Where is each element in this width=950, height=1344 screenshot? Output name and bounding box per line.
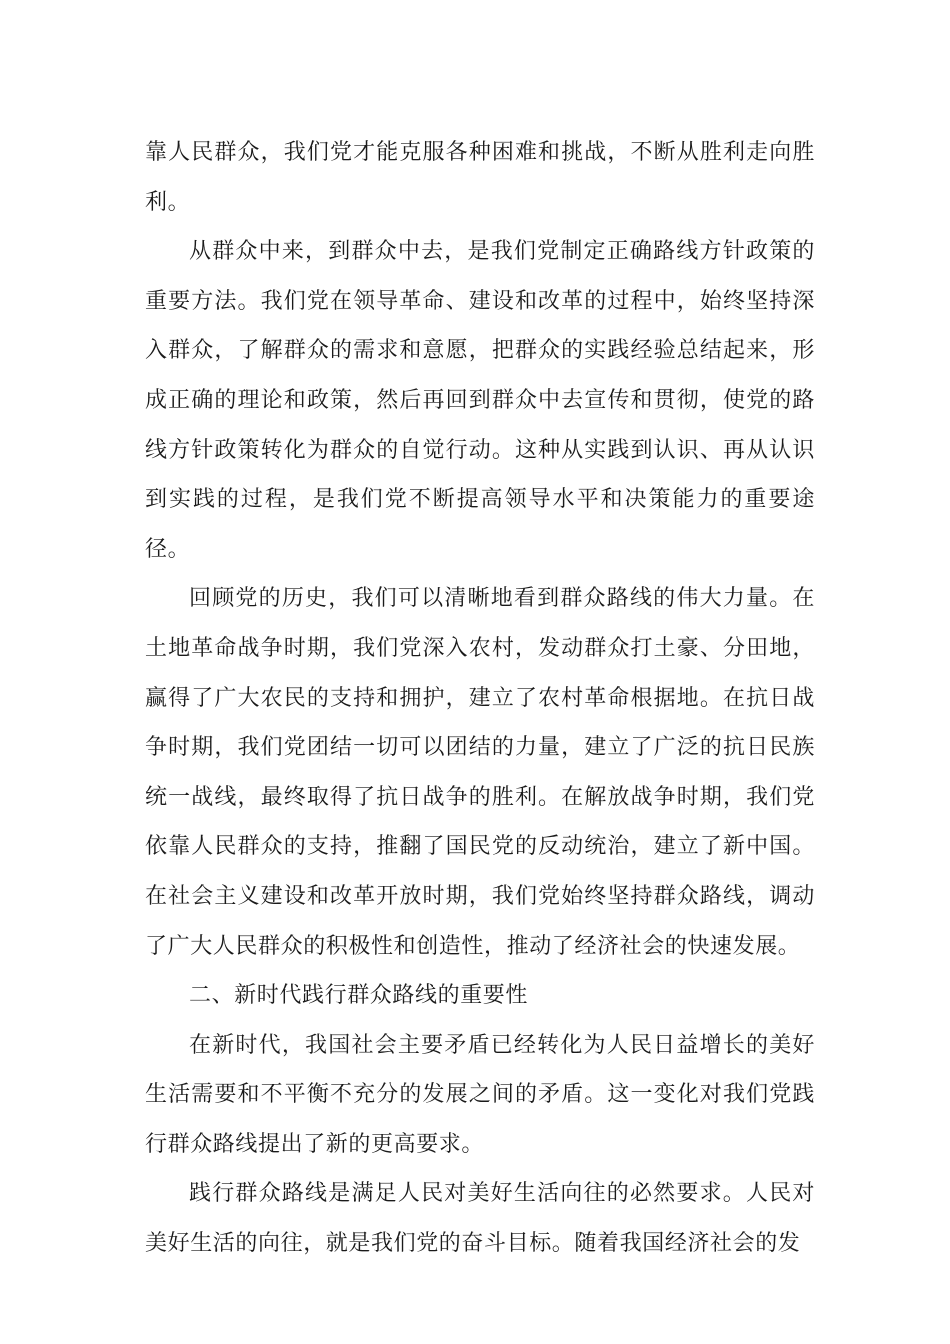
paragraph-continuation: 靠人民群众，我们党才能克服各种困难和挑战，不断从胜利走向胜利。	[145, 140, 815, 215]
paragraph-mass-line-method: 从群众中来，到群众中去，是我们党制定正确路线方针政策的重要方法。我们党在领导革命、建设和改革的过程中，始终坚持深入群众，了解群众的需求和意愿，把群众的实践经验总结起来，形成正确的理论和政策，然后再回到群众中去宣传和贯彻，使党的路线方针政策转化为群众的自觉行动。这种从实践到认识、再从认识到实践的过程，是我们党不断提高领导水平和决策能力的重要途径。	[145, 239, 815, 562]
section-heading: 二、新时代践行群众路线的重要性	[189, 983, 529, 1009]
paragraph-party-history: 回顾党的历史，我们可以清晰地看到群众路线的伟大力量。在土地革命战争时期，我们党深入农村，发动群众打土豪、分田地，赢得了广大农民的支持和拥护，建立了农村革命根据地。在抗日战争时期，我们党团结一切可以团结的力量，建立了广泛的抗日民族统一战线，最终取得了抗日战争的胜利。在解放战争时期，我们党依靠人民群众的支持，推翻了国民党的反动统治，建立了新中国。在社会主义建设和改革开放时期，我们党始终坚持群众路线，调动了广大人民群众的积极性和创造性，推动了经济社会的快速发展。	[145, 586, 815, 959]
document-body	[145, 128, 815, 1269]
paragraph-better-life: 践行群众路线是满足人民对美好生活向往的必然要求。人民对美好生活的向往，就是我们党的奋斗目标。随着我国经济社会的发	[145, 1181, 815, 1257]
paragraph-new-era: 在新时代，我国社会主要矛盾已经转化为人民日益增长的美好生活需要和不平衡不充分的发展之间的矛盾。这一变化对我们党践行群众路线提出了新的更高要求。	[145, 1032, 815, 1157]
